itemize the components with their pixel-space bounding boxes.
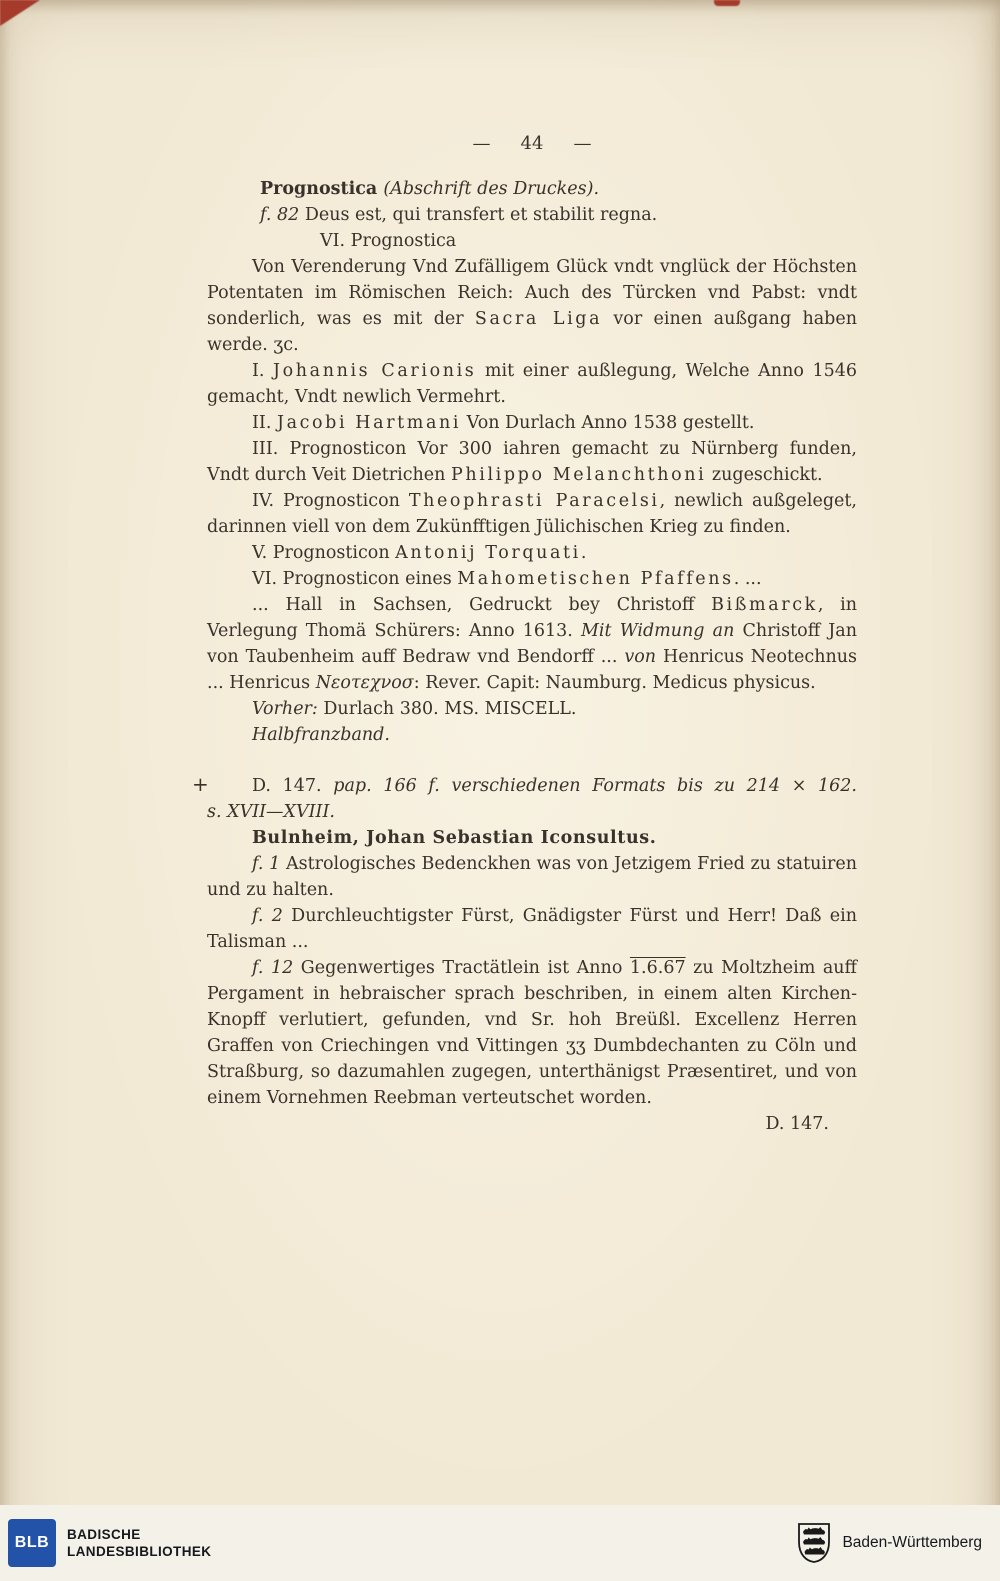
paragraph-signature-mark xyxy=(207,1111,857,1137)
paragraph-von-verenderung xyxy=(207,254,857,358)
body-text: . xyxy=(580,543,587,563)
spaced-name-jacobi-hartmani: Jacobi Hartmani xyxy=(276,413,462,433)
body-text: Astrologisches Bedenckhen was von Jetzigem Fried zu statuiren und zu halten. xyxy=(207,854,857,900)
body-text: , in Verlegung Thomä Schürers: Anno 1613. xyxy=(207,595,857,641)
paragraph-f2 xyxy=(207,903,857,955)
body-text: Von Verenderung Vnd Zufälligem Glück vndt vnglück der Höchsten Potentaten im Römischen Reich: Auch des Türcken vnd Pabst: vndt sonderlich, was es mit der xyxy=(207,257,857,329)
prognostica-title: Prognostica xyxy=(260,179,384,199)
entry-collation: pap. 166 f. verschiedenen Formats bis zu 214 × 162. xyxy=(333,776,857,796)
footer-bar xyxy=(0,1505,1000,1581)
list-item-6 xyxy=(207,566,857,592)
vi-heading-text: VI. Prognostica xyxy=(320,231,457,251)
blb-logo xyxy=(8,1519,56,1567)
folio-ref: f. 82 xyxy=(260,205,300,225)
folio-ref: f. 1 xyxy=(252,854,281,874)
spaced-name-philippo-melanchthoni: Philippo Melanchthoni xyxy=(451,465,707,485)
editorial-note: von xyxy=(624,647,657,667)
author-name: Bulnheim, Johan Sebastian Iconsultus. xyxy=(252,828,657,848)
state-name: Baden-Württemberg xyxy=(842,1534,982,1551)
spaced-name-theophrasti-paracelsi: Theophrasti Paracelsi xyxy=(408,491,660,511)
page-text-block xyxy=(192,176,857,1137)
spaced-name-johannis-carionis: Johannis Carionis xyxy=(273,361,477,381)
provenance-label: Vorher: xyxy=(252,699,318,719)
paragraph-f12 xyxy=(207,955,857,1111)
folio-text: Deus est, qui transfert et stabilit regna. xyxy=(299,205,658,225)
body-text: , newlich außgeleget, darinnen viell von dem Zukünfftigen Jülichischen Krieg zu finden. xyxy=(207,491,857,537)
body-text: VI. Prognosticon eines xyxy=(252,569,458,589)
spaced-name-mahometischen-pfaffens: Mahometischen Pfaffens xyxy=(457,569,734,589)
page-number-dash-left: — xyxy=(472,133,491,154)
spaced-name-antonij-torquati: Antonij Torquati xyxy=(395,543,581,563)
library-name-line1: BADISCHE xyxy=(67,1527,141,1542)
item-numeral: I. xyxy=(252,361,274,381)
folio-ref: f. 2 xyxy=(252,906,283,926)
library-name-line2: LANDESBIBLIOTHEK xyxy=(67,1544,212,1559)
body-text: Christoff Jan von Taubenheim auff Bedraw vnd Bendorff ... xyxy=(207,621,857,667)
signature-shelfmark: D. 147. xyxy=(765,1114,829,1134)
paragraph-author-heading xyxy=(207,825,857,851)
provenance-value: Durlach 380. MS. MISCELL. xyxy=(317,699,577,719)
body-text: zugeschickt. xyxy=(706,465,823,485)
scan-artifact-red-corner xyxy=(0,0,40,26)
body-text: Von Durlach Anno 1538 gestellt. xyxy=(461,413,755,433)
body-text: Henricus Neotechnus ... Henricus xyxy=(207,647,857,693)
spaced-name-bissmarck: Bißmarck xyxy=(711,595,818,615)
scan-artifact-red-notch xyxy=(714,0,740,6)
body-text: : Rever. Capit: Naumburg. Medicus physicus. xyxy=(413,673,816,693)
paragraph-binding xyxy=(207,722,857,748)
folio-ref: f. 12 xyxy=(252,958,294,978)
body-text: IV. Prognosticon xyxy=(252,491,409,511)
list-item-4 xyxy=(207,488,857,540)
list-item-1 xyxy=(207,358,857,410)
page-number-value: 44 xyxy=(520,133,544,154)
paragraph-provenance xyxy=(207,696,857,722)
body-text: III. Prognosticon Vor 300 iahren gemacht zu Nürnberg funden, Vndt durch Veit Dietrichen xyxy=(207,439,857,485)
blb-logo-text: BLB xyxy=(14,1534,50,1551)
paragraph-f1 xyxy=(207,851,857,903)
baden-wuerttemberg-coat-of-arms-icon xyxy=(796,1521,832,1565)
overlined-year: 1.6.67 xyxy=(629,958,686,978)
editorial-note: Mit Widmung an xyxy=(581,621,735,641)
greek-name: Νεοτεχνοσ xyxy=(315,673,414,693)
library-branding xyxy=(8,1519,211,1567)
state-branding xyxy=(796,1521,986,1565)
page-number xyxy=(207,133,857,154)
page-number-dash-right: — xyxy=(573,133,592,154)
entry-date-range: s. XVII—XVIII. xyxy=(207,802,335,822)
body-text: vor einen außgang haben werde. ʒc. xyxy=(207,309,857,355)
entry-plus-mark: + xyxy=(192,772,209,796)
list-item-5 xyxy=(207,540,857,566)
entry-shelfmark: D. 147. xyxy=(252,776,322,796)
list-item-3 xyxy=(207,436,857,488)
list-item-2 xyxy=(207,410,857,436)
prognostica-title-note: (Abschrift des Druckes). xyxy=(383,179,600,199)
item-numeral: II. xyxy=(252,413,277,433)
body-text: Gegenwertiges Tractätlein ist Anno xyxy=(293,958,630,978)
body-text: mit einer außlegung, Welche Anno 1546 gemacht, Vndt newlich Vermehrt. xyxy=(207,361,857,407)
body-text: zu Moltzheim auff Pergament in hebraischer sprach beschriben, in einem alten Kirchen-Knopff verlutiert, gefunden, vnd Sr. hoh Breüßl. Excellenz Herren Graffen von Criechingen vnd Vittingen ʒʒ Dumbdechanten zu Cöln und Straßburg, so dazumahlen zugegen, unterthänigst Præsentiret, und von einem Vornehmen Reebman verteutschet worden. xyxy=(207,958,857,1108)
body-text: Durchleuchtigster Fürst, Gnädigster Fürst und Herr! Daß ein Talisman ... xyxy=(207,906,857,952)
paragraph-vi-heading xyxy=(207,228,857,254)
body-text: ... Hall in Sachsen, Gedruckt bey Christoff xyxy=(252,595,712,615)
paragraph-prognostica-title xyxy=(207,176,857,202)
body-text: . ... xyxy=(733,569,762,589)
paragraph-imprint xyxy=(207,592,857,696)
library-name xyxy=(67,1526,211,1560)
entry-d147-heading xyxy=(192,772,857,825)
paragraph-f82 xyxy=(207,202,857,228)
binding-note: Halbfranzband. xyxy=(252,725,390,745)
spaced-name-sacra-liga: Sacra Liga xyxy=(474,309,603,329)
entry-heading-line1 xyxy=(207,773,857,799)
body-text: V. Prognosticon xyxy=(252,543,396,563)
